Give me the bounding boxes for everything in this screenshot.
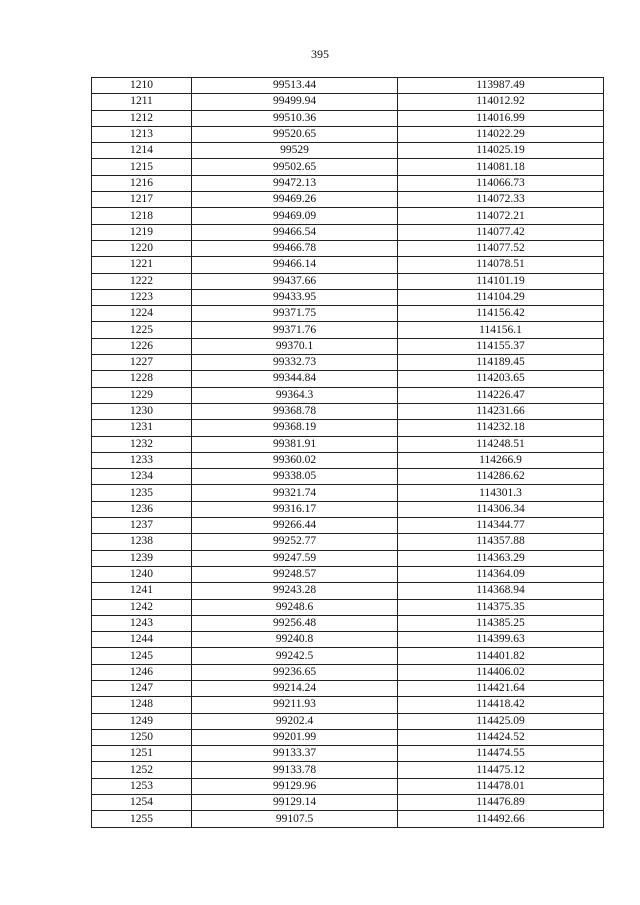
table-row (92, 192, 604, 208)
y-coordinate-cell: 114399.63 (398, 632, 604, 648)
x-coordinate-cell: 99266.44 (192, 518, 398, 534)
x-coordinate-cell: 99370.1 (192, 338, 398, 354)
coordinate-table (91, 77, 604, 828)
y-coordinate-cell: 114155.37 (398, 338, 604, 354)
y-coordinate-cell: 114375.35 (398, 599, 604, 615)
y-coordinate-cell: 114101.19 (398, 273, 604, 289)
table-row (92, 208, 604, 224)
point-number-cell: 1251 (92, 746, 192, 762)
table-row (92, 778, 604, 794)
table-row (92, 257, 604, 273)
point-number-cell: 1240 (92, 566, 192, 582)
y-coordinate-cell: 114248.51 (398, 436, 604, 452)
x-coordinate-cell: 99248.6 (192, 599, 398, 615)
table-row (92, 371, 604, 387)
x-coordinate-cell: 99381.91 (192, 436, 398, 452)
point-number-cell: 1222 (92, 273, 192, 289)
point-number-cell: 1210 (92, 78, 192, 94)
x-coordinate-cell: 99236.65 (192, 664, 398, 680)
point-number-cell: 1229 (92, 387, 192, 403)
y-coordinate-cell: 114476.89 (398, 795, 604, 811)
x-coordinate-cell: 99242.5 (192, 648, 398, 664)
table-row (92, 746, 604, 762)
x-coordinate-cell: 99247.59 (192, 550, 398, 566)
table-row (92, 78, 604, 94)
table-row (92, 126, 604, 142)
y-coordinate-cell: 114424.52 (398, 729, 604, 745)
point-number-cell: 1213 (92, 126, 192, 142)
y-coordinate-cell: 114286.62 (398, 469, 604, 485)
y-coordinate-cell: 114492.66 (398, 811, 604, 827)
point-number-cell: 1231 (92, 420, 192, 436)
point-number-cell: 1252 (92, 762, 192, 778)
table-row (92, 306, 604, 322)
x-coordinate-cell: 99371.75 (192, 306, 398, 322)
y-coordinate-cell: 114475.12 (398, 762, 604, 778)
x-coordinate-cell: 99243.28 (192, 583, 398, 599)
x-coordinate-cell: 99240.8 (192, 632, 398, 648)
y-coordinate-cell: 114022.29 (398, 126, 604, 142)
x-coordinate-cell: 99252.77 (192, 534, 398, 550)
point-number-cell: 1249 (92, 713, 192, 729)
y-coordinate-cell: 114072.33 (398, 192, 604, 208)
table-row (92, 273, 604, 289)
point-number-cell: 1237 (92, 518, 192, 534)
point-number-cell: 1221 (92, 257, 192, 273)
x-coordinate-cell: 99466.78 (192, 240, 398, 256)
y-coordinate-cell: 114406.02 (398, 664, 604, 680)
y-coordinate-cell: 114364.09 (398, 566, 604, 582)
y-coordinate-cell: 114478.01 (398, 778, 604, 794)
table-row (92, 469, 604, 485)
y-coordinate-cell: 114189.45 (398, 355, 604, 371)
table-row (92, 159, 604, 175)
x-coordinate-cell: 99129.14 (192, 795, 398, 811)
x-coordinate-cell: 99433.95 (192, 289, 398, 305)
table-row (92, 240, 604, 256)
x-coordinate-cell: 99437.66 (192, 273, 398, 289)
table-row (92, 289, 604, 305)
table-row (92, 485, 604, 501)
x-coordinate-cell: 99211.93 (192, 697, 398, 713)
table-row (92, 403, 604, 419)
x-coordinate-cell: 99256.48 (192, 615, 398, 631)
point-number-cell: 1217 (92, 192, 192, 208)
x-coordinate-cell: 99364.3 (192, 387, 398, 403)
page-number: 395 (311, 47, 329, 61)
y-coordinate-cell: 114066.73 (398, 175, 604, 191)
x-coordinate-cell: 99502.65 (192, 159, 398, 175)
y-coordinate-cell: 114357.88 (398, 534, 604, 550)
table-row (92, 338, 604, 354)
point-number-cell: 1255 (92, 811, 192, 827)
y-coordinate-cell: 114077.42 (398, 224, 604, 240)
x-coordinate-cell: 99469.26 (192, 192, 398, 208)
x-coordinate-cell: 99201.99 (192, 729, 398, 745)
x-coordinate-cell: 99520.65 (192, 126, 398, 142)
y-coordinate-cell: 114421.64 (398, 680, 604, 696)
y-coordinate-cell: 114012.92 (398, 94, 604, 110)
point-number-cell: 1254 (92, 795, 192, 811)
table-row (92, 632, 604, 648)
y-coordinate-cell: 114385.25 (398, 615, 604, 631)
table-row (92, 420, 604, 436)
x-coordinate-cell: 99133.37 (192, 746, 398, 762)
table-row (92, 795, 604, 811)
table-row (92, 518, 604, 534)
point-number-cell: 1248 (92, 697, 192, 713)
x-coordinate-cell: 99529 (192, 143, 398, 159)
point-number-cell: 1241 (92, 583, 192, 599)
point-number-cell: 1225 (92, 322, 192, 338)
x-coordinate-cell: 99513.44 (192, 78, 398, 94)
x-coordinate-cell: 99133.78 (192, 762, 398, 778)
point-number-cell: 1245 (92, 648, 192, 664)
point-number-cell: 1223 (92, 289, 192, 305)
y-coordinate-cell: 114474.55 (398, 746, 604, 762)
x-coordinate-cell: 99107.5 (192, 811, 398, 827)
point-number-cell: 1253 (92, 778, 192, 794)
y-coordinate-cell: 114232.18 (398, 420, 604, 436)
x-coordinate-cell: 99344.84 (192, 371, 398, 387)
x-coordinate-cell: 99248.57 (192, 566, 398, 582)
table-row (92, 713, 604, 729)
y-coordinate-cell: 114368.94 (398, 583, 604, 599)
point-number-cell: 1226 (92, 338, 192, 354)
point-number-cell: 1219 (92, 224, 192, 240)
x-coordinate-cell: 99510.36 (192, 110, 398, 126)
x-coordinate-cell: 99214.24 (192, 680, 398, 696)
x-coordinate-cell: 99469.09 (192, 208, 398, 224)
point-number-cell: 1227 (92, 355, 192, 371)
y-coordinate-cell: 114016.99 (398, 110, 604, 126)
table-row (92, 583, 604, 599)
y-coordinate-cell: 114306.34 (398, 501, 604, 517)
table-row (92, 762, 604, 778)
y-coordinate-cell: 114418.42 (398, 697, 604, 713)
y-coordinate-cell: 114078.51 (398, 257, 604, 273)
table-row (92, 534, 604, 550)
point-number-cell: 1218 (92, 208, 192, 224)
table-body (92, 78, 604, 828)
y-coordinate-cell: 114104.29 (398, 289, 604, 305)
table-row (92, 224, 604, 240)
table-row (92, 110, 604, 126)
y-coordinate-cell: 114425.09 (398, 713, 604, 729)
table-row (92, 648, 604, 664)
table-row (92, 322, 604, 338)
y-coordinate-cell: 114266.9 (398, 452, 604, 468)
y-coordinate-cell: 114025.19 (398, 143, 604, 159)
y-coordinate-cell: 114301.3 (398, 485, 604, 501)
x-coordinate-cell: 99360.02 (192, 452, 398, 468)
x-coordinate-cell: 99466.54 (192, 224, 398, 240)
table-row (92, 664, 604, 680)
x-coordinate-cell: 99332.73 (192, 355, 398, 371)
y-coordinate-cell: 114344.77 (398, 518, 604, 534)
y-coordinate-cell: 114203.65 (398, 371, 604, 387)
point-number-cell: 1242 (92, 599, 192, 615)
point-number-cell: 1243 (92, 615, 192, 631)
point-number-cell: 1215 (92, 159, 192, 175)
table-row (92, 355, 604, 371)
x-coordinate-cell: 99368.19 (192, 420, 398, 436)
point-number-cell: 1244 (92, 632, 192, 648)
table-row (92, 550, 604, 566)
table-row (92, 811, 604, 827)
x-coordinate-cell: 99499.94 (192, 94, 398, 110)
table-row (92, 680, 604, 696)
point-number-cell: 1233 (92, 452, 192, 468)
y-coordinate-cell: 114156.1 (398, 322, 604, 338)
point-number-cell: 1232 (92, 436, 192, 452)
table-row (92, 94, 604, 110)
y-coordinate-cell: 114226.47 (398, 387, 604, 403)
point-number-cell: 1212 (92, 110, 192, 126)
y-coordinate-cell: 114401.82 (398, 648, 604, 664)
x-coordinate-cell: 99321.74 (192, 485, 398, 501)
point-number-cell: 1239 (92, 550, 192, 566)
table-row (92, 452, 604, 468)
point-number-cell: 1211 (92, 94, 192, 110)
point-number-cell: 1220 (92, 240, 192, 256)
y-coordinate-cell: 114072.21 (398, 208, 604, 224)
table-row (92, 387, 604, 403)
point-number-cell: 1247 (92, 680, 192, 696)
point-number-cell: 1228 (92, 371, 192, 387)
y-coordinate-cell: 114363.29 (398, 550, 604, 566)
table-row (92, 436, 604, 452)
x-coordinate-cell: 99338.05 (192, 469, 398, 485)
x-coordinate-cell: 99466.14 (192, 257, 398, 273)
table-row (92, 599, 604, 615)
x-coordinate-cell: 99316.17 (192, 501, 398, 517)
table-row (92, 143, 604, 159)
point-number-cell: 1250 (92, 729, 192, 745)
x-coordinate-cell: 99202.4 (192, 713, 398, 729)
point-number-cell: 1216 (92, 175, 192, 191)
y-coordinate-cell: 114231.66 (398, 403, 604, 419)
table-row (92, 615, 604, 631)
x-coordinate-cell: 99368.78 (192, 403, 398, 419)
point-number-cell: 1234 (92, 469, 192, 485)
y-coordinate-cell: 114077.52 (398, 240, 604, 256)
table-row (92, 697, 604, 713)
point-number-cell: 1230 (92, 403, 192, 419)
point-number-cell: 1246 (92, 664, 192, 680)
table-row (92, 501, 604, 517)
table-row (92, 175, 604, 191)
y-coordinate-cell: 114081.18 (398, 159, 604, 175)
point-number-cell: 1224 (92, 306, 192, 322)
point-number-cell: 1214 (92, 143, 192, 159)
y-coordinate-cell: 113987.49 (398, 78, 604, 94)
point-number-cell: 1235 (92, 485, 192, 501)
table-row (92, 729, 604, 745)
x-coordinate-cell: 99371.76 (192, 322, 398, 338)
y-coordinate-cell: 114156.42 (398, 306, 604, 322)
x-coordinate-cell: 99472.13 (192, 175, 398, 191)
table-row (92, 566, 604, 582)
point-number-cell: 1236 (92, 501, 192, 517)
x-coordinate-cell: 99129.96 (192, 778, 398, 794)
point-number-cell: 1238 (92, 534, 192, 550)
